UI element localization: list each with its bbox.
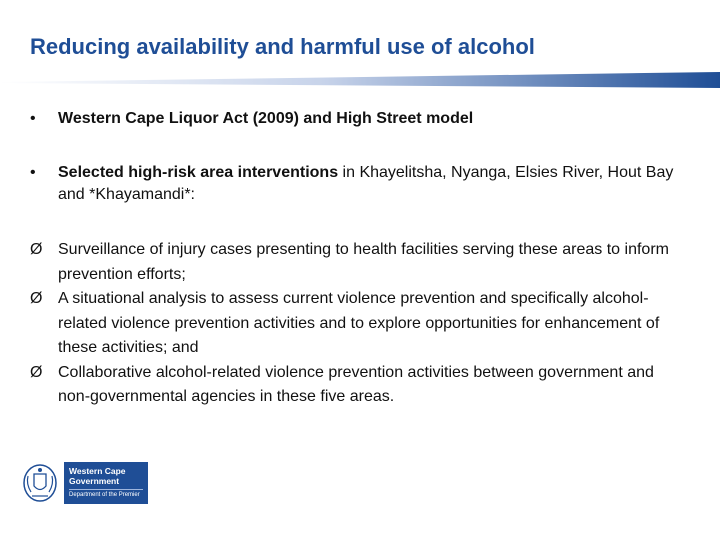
logo-text-panel <box>64 462 148 504</box>
intervention-list <box>30 238 690 410</box>
coat-of-arms-icon <box>20 462 60 504</box>
list-item-text: Collaborative alcohol-related violence prevention activities between government and non-governmental agencies in these five areas. <box>58 363 654 405</box>
arrow-bullet-icon: Ø <box>30 363 43 381</box>
title-divider <box>0 70 720 94</box>
list-item <box>30 238 690 287</box>
list-item-text: A situational analysis to assess current violence prevention and specifically alcohol-related violence prevention activities and to explore opportunities for enhancement of these activities; and <box>58 290 660 356</box>
bullet-bold-text: Western Cape Liquor Act (2009) and High Street model <box>58 110 474 127</box>
list-item <box>30 361 690 410</box>
bullet-text <box>58 108 690 130</box>
bullet-text <box>58 162 690 206</box>
bullet-marker: • <box>30 164 36 181</box>
list-item-text: Surveillance of injury cases presenting to health facilities serving these areas to inform prevention efforts; <box>58 241 669 283</box>
arrow-bullet-icon: Ø <box>30 290 43 307</box>
logo-line-2: Government <box>69 476 120 486</box>
arrow-bullet-icon: Ø <box>30 241 43 258</box>
logo-line-3: Department of the Premier <box>69 492 140 498</box>
slide-title: Reducing availability and harmful use of alcohol <box>30 34 535 59</box>
bullet-item-high-risk-areas <box>30 162 690 206</box>
western-cape-government-logo <box>20 462 148 504</box>
bullet-plain-text: in Khayelitsha, Nyanga, Elsies River, Hout Bay and *Khayamandi*: <box>58 164 674 203</box>
bullet-item-liquor-act <box>30 108 690 130</box>
list-item <box>30 287 690 361</box>
bullet-marker: • <box>30 110 36 127</box>
logo-divider <box>69 489 143 490</box>
bullet-bold-text: Selected high-risk area interventions <box>58 164 339 181</box>
logo-line-1: Western Cape <box>69 466 126 476</box>
